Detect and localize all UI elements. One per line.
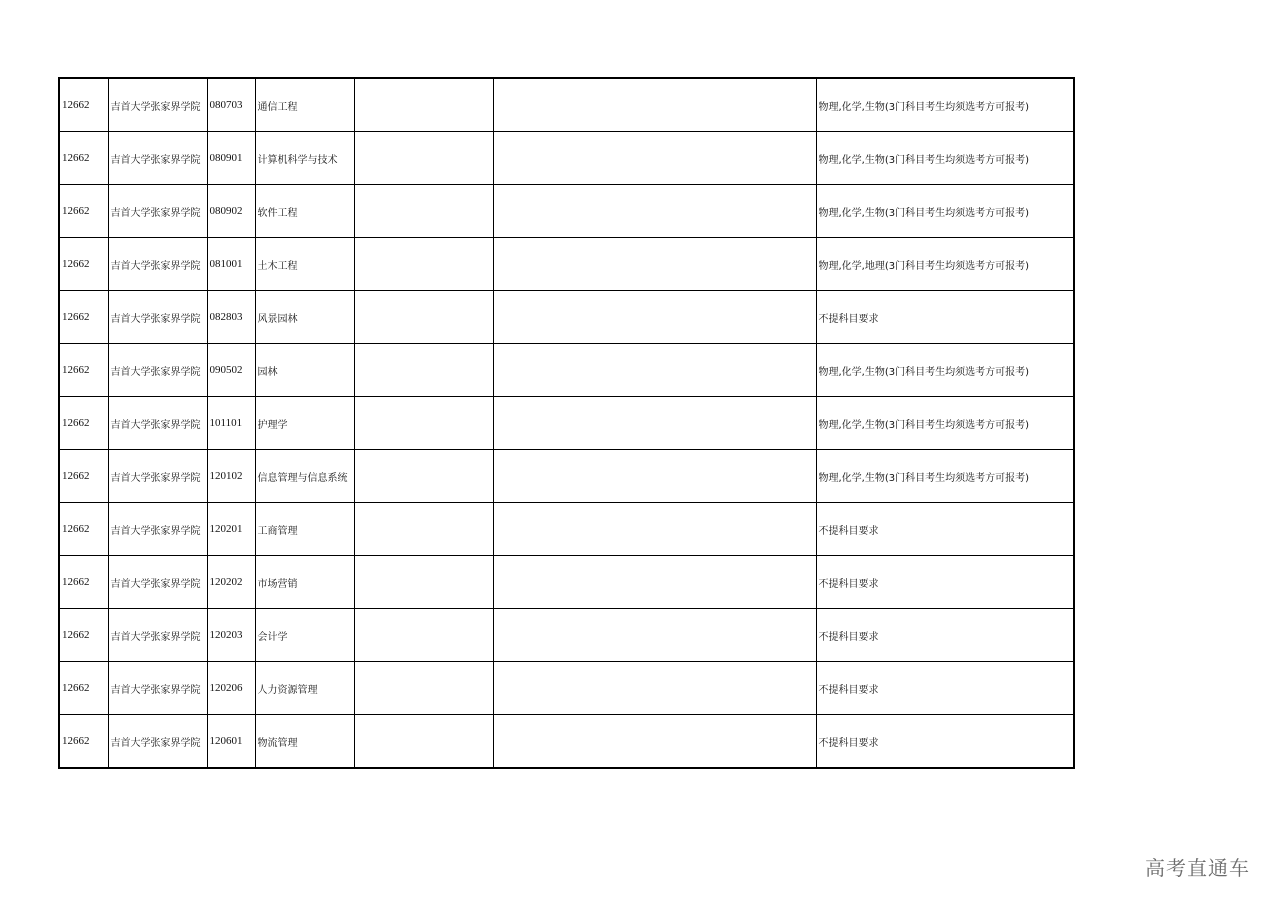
cell-major-name: 护理学 bbox=[255, 397, 354, 450]
major-requirements-table bbox=[58, 77, 1075, 769]
cell-major-code: 120102 bbox=[207, 450, 255, 503]
cell-subject-requirement: 不提科目要求 bbox=[816, 503, 1074, 556]
cell-major-code: 120206 bbox=[207, 662, 255, 715]
cell-major-name: 物流管理 bbox=[255, 715, 354, 769]
cell-empty bbox=[354, 397, 493, 450]
cell-major-name: 风景园林 bbox=[255, 291, 354, 344]
cell-major-code: 120203 bbox=[207, 609, 255, 662]
cell-school-code: 12662 bbox=[59, 132, 108, 185]
cell-school-name: 吉首大学张家界学院 bbox=[108, 450, 207, 503]
cell-major-name: 通信工程 bbox=[255, 78, 354, 132]
cell-major-name: 人力资源管理 bbox=[255, 662, 354, 715]
table-row bbox=[59, 503, 1074, 556]
cell-school-code: 12662 bbox=[59, 662, 108, 715]
cell-major-name: 会计学 bbox=[255, 609, 354, 662]
cell-empty bbox=[493, 503, 816, 556]
cell-school-name: 吉首大学张家界学院 bbox=[108, 503, 207, 556]
cell-empty bbox=[354, 78, 493, 132]
cell-school-code: 12662 bbox=[59, 397, 108, 450]
table-row bbox=[59, 344, 1074, 397]
cell-major-name: 市场营销 bbox=[255, 556, 354, 609]
cell-school-code: 12662 bbox=[59, 238, 108, 291]
cell-school-name: 吉首大学张家界学院 bbox=[108, 556, 207, 609]
cell-school-name: 吉首大学张家界学院 bbox=[108, 609, 207, 662]
cell-subject-requirement: 物理,化学,生物(3门科目考生均须选考方可报考) bbox=[816, 185, 1074, 238]
table-row bbox=[59, 397, 1074, 450]
cell-empty bbox=[354, 132, 493, 185]
cell-empty bbox=[354, 450, 493, 503]
cell-empty bbox=[354, 715, 493, 769]
cell-empty bbox=[493, 238, 816, 291]
cell-school-name: 吉首大学张家界学院 bbox=[108, 291, 207, 344]
cell-school-name: 吉首大学张家界学院 bbox=[108, 238, 207, 291]
cell-school-code: 12662 bbox=[59, 609, 108, 662]
cell-school-name: 吉首大学张家界学院 bbox=[108, 344, 207, 397]
cell-major-name: 土木工程 bbox=[255, 238, 354, 291]
cell-empty bbox=[354, 503, 493, 556]
table-row bbox=[59, 238, 1074, 291]
cell-empty bbox=[354, 291, 493, 344]
table-row bbox=[59, 78, 1074, 132]
cell-school-code: 12662 bbox=[59, 185, 108, 238]
cell-major-name: 计算机科学与技术 bbox=[255, 132, 354, 185]
cell-empty bbox=[354, 344, 493, 397]
cell-empty bbox=[493, 609, 816, 662]
cell-empty bbox=[493, 662, 816, 715]
cell-major-code: 080901 bbox=[207, 132, 255, 185]
table-row bbox=[59, 609, 1074, 662]
cell-school-name: 吉首大学张家界学院 bbox=[108, 662, 207, 715]
cell-empty bbox=[493, 715, 816, 769]
cell-major-code: 120201 bbox=[207, 503, 255, 556]
cell-school-code: 12662 bbox=[59, 556, 108, 609]
cell-subject-requirement: 物理,化学,生物(3门科目考生均须选考方可报考) bbox=[816, 397, 1074, 450]
cell-empty bbox=[354, 238, 493, 291]
cell-major-code: 090502 bbox=[207, 344, 255, 397]
cell-empty bbox=[493, 185, 816, 238]
cell-subject-requirement: 不提科目要求 bbox=[816, 609, 1074, 662]
cell-major-code: 081001 bbox=[207, 238, 255, 291]
cell-school-code: 12662 bbox=[59, 715, 108, 769]
cell-empty bbox=[493, 291, 816, 344]
cell-major-code: 120601 bbox=[207, 715, 255, 769]
cell-subject-requirement: 物理,化学,地理(3门科目考生均须选考方可报考) bbox=[816, 238, 1074, 291]
table-row bbox=[59, 662, 1074, 715]
cell-major-code: 080703 bbox=[207, 78, 255, 132]
cell-empty bbox=[493, 556, 816, 609]
cell-empty bbox=[493, 132, 816, 185]
cell-major-code: 080902 bbox=[207, 185, 255, 238]
cell-major-code: 120202 bbox=[207, 556, 255, 609]
cell-empty bbox=[354, 185, 493, 238]
cell-subject-requirement: 不提科目要求 bbox=[816, 662, 1074, 715]
cell-empty bbox=[354, 556, 493, 609]
cell-empty bbox=[354, 609, 493, 662]
table-row bbox=[59, 556, 1074, 609]
cell-subject-requirement: 不提科目要求 bbox=[816, 556, 1074, 609]
cell-major-name: 软件工程 bbox=[255, 185, 354, 238]
cell-empty bbox=[493, 78, 816, 132]
table-row bbox=[59, 132, 1074, 185]
cell-school-code: 12662 bbox=[59, 78, 108, 132]
cell-major-name: 工商管理 bbox=[255, 503, 354, 556]
cell-subject-requirement: 物理,化学,生物(3门科目考生均须选考方可报考) bbox=[816, 132, 1074, 185]
cell-school-name: 吉首大学张家界学院 bbox=[108, 397, 207, 450]
cell-major-code: 101101 bbox=[207, 397, 255, 450]
watermark-text: 高考直通车 bbox=[1145, 856, 1250, 880]
cell-subject-requirement: 物理,化学,生物(3门科目考生均须选考方可报考) bbox=[816, 450, 1074, 503]
cell-major-code: 082803 bbox=[207, 291, 255, 344]
cell-major-name: 园林 bbox=[255, 344, 354, 397]
cell-school-code: 12662 bbox=[59, 291, 108, 344]
cell-major-name: 信息管理与信息系统 bbox=[255, 450, 354, 503]
table-row bbox=[59, 291, 1074, 344]
cell-subject-requirement: 不提科目要求 bbox=[816, 715, 1074, 769]
cell-subject-requirement: 物理,化学,生物(3门科目考生均须选考方可报考) bbox=[816, 78, 1074, 132]
cell-empty bbox=[493, 344, 816, 397]
cell-school-name: 吉首大学张家界学院 bbox=[108, 78, 207, 132]
table-row bbox=[59, 185, 1074, 238]
cell-school-name: 吉首大学张家界学院 bbox=[108, 185, 207, 238]
cell-empty bbox=[493, 450, 816, 503]
cell-school-code: 12662 bbox=[59, 450, 108, 503]
cell-school-name: 吉首大学张家界学院 bbox=[108, 132, 207, 185]
cell-subject-requirement: 物理,化学,生物(3门科目考生均须选考方可报考) bbox=[816, 344, 1074, 397]
cell-empty bbox=[493, 397, 816, 450]
table-row bbox=[59, 715, 1074, 769]
cell-subject-requirement: 不提科目要求 bbox=[816, 291, 1074, 344]
table-row bbox=[59, 450, 1074, 503]
cell-school-code: 12662 bbox=[59, 344, 108, 397]
cell-school-name: 吉首大学张家界学院 bbox=[108, 715, 207, 769]
cell-empty bbox=[354, 662, 493, 715]
cell-school-code: 12662 bbox=[59, 503, 108, 556]
table-body bbox=[59, 78, 1074, 768]
